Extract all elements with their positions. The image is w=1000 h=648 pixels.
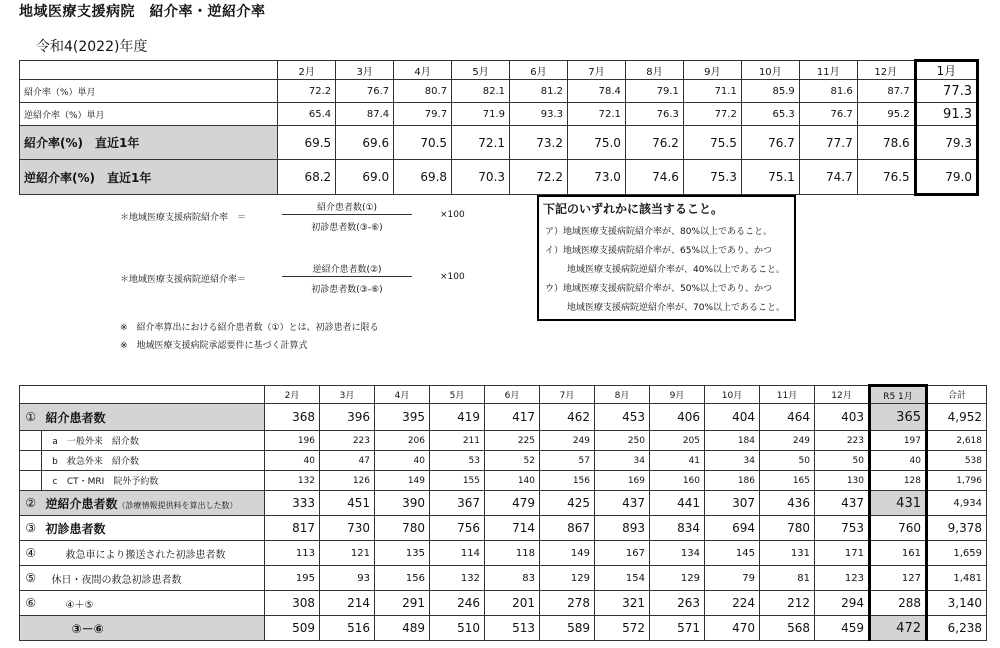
indent-cell xyxy=(20,431,42,451)
table-row xyxy=(20,591,987,616)
patient-count-table xyxy=(19,384,987,641)
row-number: ① xyxy=(20,404,42,431)
total-cell: 4,952 xyxy=(927,404,987,431)
month-header: 9月 xyxy=(683,61,741,80)
fraction-line xyxy=(282,214,412,215)
table-header-row xyxy=(20,61,978,80)
table-cell: 87.4 xyxy=(336,103,394,126)
table-cell: 211 xyxy=(430,431,485,451)
header-blank xyxy=(20,61,278,80)
table-cell: 70.3 xyxy=(452,160,510,195)
table-row xyxy=(20,541,987,566)
total-cell: 3,140 xyxy=(927,591,987,616)
table-cell: 126 xyxy=(320,471,375,491)
table-cell: 250 xyxy=(595,431,650,451)
table-cell: 307 xyxy=(705,491,760,516)
table-cell: 75.5 xyxy=(683,126,741,160)
table-cell: 403 xyxy=(815,404,870,431)
table-cell: 333 xyxy=(265,491,320,516)
table-cell: 129 xyxy=(650,566,705,591)
table-cell: 171 xyxy=(815,541,870,566)
month-header: 3月 xyxy=(336,61,394,80)
table-cell: 70.5 xyxy=(394,126,452,160)
table-cell: 201 xyxy=(485,591,540,616)
table-cell: 451 xyxy=(320,491,375,516)
row-label: 休日・夜間の救急初診患者数 xyxy=(42,566,265,591)
table-cell: 225 xyxy=(485,431,540,451)
month-header: 10月 xyxy=(741,61,799,80)
month-header: 4月 xyxy=(375,386,430,404)
table-cell: 77.7 xyxy=(799,126,857,160)
table-cell: 78.6 xyxy=(857,126,915,160)
table-cell: 72.2 xyxy=(510,160,568,195)
table-cell: 79.7 xyxy=(394,103,452,126)
table-cell: 404 xyxy=(705,404,760,431)
table-cell: 195 xyxy=(265,566,320,591)
table-cell: 79.1 xyxy=(625,80,683,103)
table-cell: 93 xyxy=(320,566,375,591)
table-cell: 161 xyxy=(870,541,927,566)
table-cell: 156 xyxy=(540,471,595,491)
total-cell: 1,481 xyxy=(927,566,987,591)
month-header: 1月 xyxy=(915,61,977,80)
table-cell: 223 xyxy=(815,431,870,451)
formula-numerator: 紹介患者数(①) xyxy=(316,203,378,213)
table-cell: 223 xyxy=(320,431,375,451)
table-cell: 72.1 xyxy=(452,126,510,160)
table-cell: 123 xyxy=(815,566,870,591)
row-label xyxy=(42,431,265,451)
table-row xyxy=(20,616,987,641)
table-cell: 572 xyxy=(595,616,650,641)
total-cell: 9,378 xyxy=(927,516,987,541)
conditions-box xyxy=(537,195,796,321)
table-cell: 169 xyxy=(595,471,650,491)
month-header: 3月 xyxy=(320,386,375,404)
row-number: c xyxy=(52,477,58,487)
total-cell: 538 xyxy=(927,451,987,471)
table-cell: 47 xyxy=(320,451,375,471)
month-header: 9月 xyxy=(650,386,705,404)
total-cell: 1,796 xyxy=(927,471,987,491)
table-cell: 321 xyxy=(595,591,650,616)
table-cell: 780 xyxy=(760,516,815,541)
table-cell: 71.1 xyxy=(683,80,741,103)
table-cell: 509 xyxy=(265,616,320,641)
table-cell: 76.3 xyxy=(625,103,683,126)
table-cell: 131 xyxy=(760,541,815,566)
row-label: 紹介率(%) 直近1年 xyxy=(20,126,278,160)
table-cell: 196 xyxy=(265,431,320,451)
table-cell: 263 xyxy=(650,591,705,616)
table-cell: 129 xyxy=(540,566,595,591)
month-header: 6月 xyxy=(510,61,568,80)
total-cell: 1,659 xyxy=(927,541,987,566)
row-number: ⑤ xyxy=(20,566,42,591)
total-cell: 2,618 xyxy=(927,431,987,451)
table-cell: 419 xyxy=(430,404,485,431)
table-cell: 417 xyxy=(485,404,540,431)
table-cell: 462 xyxy=(540,404,595,431)
fiscal-year: 令和4(2022)年度 xyxy=(36,39,148,55)
table-cell: 308 xyxy=(265,591,320,616)
table-cell: 75.1 xyxy=(741,160,799,195)
table-cell: 156 xyxy=(375,566,430,591)
condition-item: 地域医療支援病院逆紹介率が、70%以上であること。 xyxy=(567,303,786,313)
row-label: 紹介率（%）単月 xyxy=(20,80,278,103)
table-cell: 69.0 xyxy=(336,160,394,195)
formula-denominator: 初診患者数(③-⑥) xyxy=(311,285,383,295)
table-cell: 396 xyxy=(320,404,375,431)
table-cell: 197 xyxy=(870,431,927,451)
table-cell: 510 xyxy=(430,616,485,641)
table-row xyxy=(20,404,987,431)
table-cell: 57 xyxy=(540,451,595,471)
table-cell: 367 xyxy=(430,491,485,516)
table-cell: 817 xyxy=(265,516,320,541)
table-cell: 140 xyxy=(485,471,540,491)
table-row xyxy=(20,491,987,516)
table-cell: 41 xyxy=(650,451,705,471)
table-row xyxy=(20,103,978,126)
table-cell: 165 xyxy=(760,471,815,491)
table-cell: 91.3 xyxy=(915,103,977,126)
table-cell: 437 xyxy=(595,491,650,516)
table-cell: 113 xyxy=(265,541,320,566)
table-row xyxy=(20,566,987,591)
month-header: 11月 xyxy=(799,61,857,80)
table-cell: 760 xyxy=(870,516,927,541)
formula-label: ＊地域医療支援病院逆紹介率＝ xyxy=(120,275,247,285)
table-cell: 489 xyxy=(375,616,430,641)
table-cell: 714 xyxy=(485,516,540,541)
table-cell: 206 xyxy=(375,431,430,451)
table-cell: 50 xyxy=(815,451,870,471)
table-cell: 436 xyxy=(760,491,815,516)
row-number: ③ xyxy=(20,516,42,541)
condition-item: イ）地域医療支援病院紹介率が、65%以上であり、かつ xyxy=(545,246,773,256)
row-label: 逆紹介率(%) 直近1年 xyxy=(20,160,278,195)
table-cell: 69.5 xyxy=(278,126,336,160)
table-cell: 130 xyxy=(815,471,870,491)
table-cell: 431 xyxy=(870,491,927,516)
row-number: ④ xyxy=(20,541,42,566)
month-header: 4月 xyxy=(394,61,452,80)
month-header: 8月 xyxy=(625,61,683,80)
total-header: 合計 xyxy=(927,386,987,404)
table-cell: 69.8 xyxy=(394,160,452,195)
table-row xyxy=(20,451,987,471)
table-cell: 75.3 xyxy=(683,160,741,195)
table-cell: 76.7 xyxy=(741,126,799,160)
row-label-text: 一般外来 紹介数 xyxy=(66,437,139,447)
table-cell: 589 xyxy=(540,616,595,641)
table-cell: 72.2 xyxy=(278,80,336,103)
month-header: 12月 xyxy=(857,61,915,80)
table-cell: 154 xyxy=(595,566,650,591)
table-cell: 128 xyxy=(870,471,927,491)
table-cell: 149 xyxy=(540,541,595,566)
row-label: ④＋⑤ xyxy=(42,591,265,616)
conditions-heading: 下記のいずれかに該当すること。 xyxy=(543,202,724,216)
month-header: 2月 xyxy=(265,386,320,404)
table-cell: 68.2 xyxy=(278,160,336,195)
table-cell: 132 xyxy=(430,566,485,591)
formula-multiplier: ×100 xyxy=(440,272,465,282)
formula-multiplier: ×100 xyxy=(440,210,465,220)
table-cell: 95.2 xyxy=(857,103,915,126)
row-label-text: 救急外来 紹介数 xyxy=(66,457,139,467)
table-cell: 73.2 xyxy=(510,126,568,160)
table-cell: 571 xyxy=(650,616,705,641)
table-cell: 85.9 xyxy=(741,80,799,103)
row-number: ② xyxy=(20,491,42,516)
table-cell: 214 xyxy=(320,591,375,616)
table-cell: 40 xyxy=(870,451,927,471)
table-cell: 516 xyxy=(320,616,375,641)
table-cell: 81.6 xyxy=(799,80,857,103)
table-cell: 77.3 xyxy=(915,80,977,103)
table-cell: 53 xyxy=(430,451,485,471)
table-cell: 71.9 xyxy=(452,103,510,126)
table-cell: 568 xyxy=(760,616,815,641)
table-cell: 114 xyxy=(430,541,485,566)
table-cell: 834 xyxy=(650,516,705,541)
month-header: 7月 xyxy=(540,386,595,404)
table-header-row xyxy=(20,386,987,404)
table-cell: 73.0 xyxy=(567,160,625,195)
row-label: 初診患者数 xyxy=(42,516,265,541)
table-cell: 74.7 xyxy=(799,160,857,195)
table-cell: 34 xyxy=(705,451,760,471)
table-cell: 134 xyxy=(650,541,705,566)
table-cell: 77.2 xyxy=(683,103,741,126)
table-cell: 132 xyxy=(265,471,320,491)
total-cell: 6,238 xyxy=(927,616,987,641)
table-cell: 224 xyxy=(705,591,760,616)
table-cell: 246 xyxy=(430,591,485,616)
table-cell: 121 xyxy=(320,541,375,566)
table-cell: 76.7 xyxy=(336,80,394,103)
row-label xyxy=(42,471,265,491)
month-header: 10月 xyxy=(705,386,760,404)
table-cell: 50 xyxy=(760,451,815,471)
row-label xyxy=(42,451,265,471)
month-header: 5月 xyxy=(430,386,485,404)
table-cell: 186 xyxy=(705,471,760,491)
table-cell: 65.4 xyxy=(278,103,336,126)
table-cell: 80.7 xyxy=(394,80,452,103)
formula-denominator: 初診患者数(③-⑥) xyxy=(311,223,383,233)
row-label-text: 逆紹介患者数 xyxy=(45,496,118,511)
row-number: a xyxy=(52,437,58,447)
referral-rate-table xyxy=(19,59,979,196)
table-cell: 40 xyxy=(375,451,430,471)
table-cell: 40 xyxy=(265,451,320,471)
table-cell: 425 xyxy=(540,491,595,516)
table-cell: 291 xyxy=(375,591,430,616)
table-cell: 34 xyxy=(595,451,650,471)
table-cell: 390 xyxy=(375,491,430,516)
month-header: 5月 xyxy=(452,61,510,80)
condition-item: ア）地域医療支援病院紹介率が、80%以上であること。 xyxy=(545,227,773,237)
table-cell: 288 xyxy=(870,591,927,616)
table-row xyxy=(20,160,978,195)
table-cell: 780 xyxy=(375,516,430,541)
table-cell: 87.7 xyxy=(857,80,915,103)
table-cell: 76.7 xyxy=(799,103,857,126)
table-cell: 79.3 xyxy=(915,126,977,160)
table-cell: 160 xyxy=(650,471,705,491)
table-cell: 167 xyxy=(595,541,650,566)
month-header: 12月 xyxy=(815,386,870,404)
table-cell: 69.6 xyxy=(336,126,394,160)
table-cell: 135 xyxy=(375,541,430,566)
table-cell: 472 xyxy=(870,616,927,641)
table-row xyxy=(20,471,987,491)
table-cell: 127 xyxy=(870,566,927,591)
month-header: 7月 xyxy=(567,61,625,80)
table-cell: 81 xyxy=(760,566,815,591)
table-cell: 212 xyxy=(760,591,815,616)
condition-item: ウ）地域医療支援病院紹介率が、50%以上であり、かつ xyxy=(545,284,773,294)
note: ※ 紹介率算出における紹介患者数（①）とは、初診患者に限る xyxy=(120,323,379,333)
month-header: 8月 xyxy=(595,386,650,404)
table-cell: 155 xyxy=(430,471,485,491)
table-cell: 437 xyxy=(815,491,870,516)
table-cell: 65.3 xyxy=(741,103,799,126)
table-cell: 145 xyxy=(705,541,760,566)
table-cell: 294 xyxy=(815,591,870,616)
table-cell: 368 xyxy=(265,404,320,431)
table-cell: 75.0 xyxy=(567,126,625,160)
table-cell: 893 xyxy=(595,516,650,541)
table-cell: 249 xyxy=(760,431,815,451)
month-header: 11月 xyxy=(760,386,815,404)
table-cell: 395 xyxy=(375,404,430,431)
table-cell: 365 xyxy=(870,404,927,431)
table-cell: 76.2 xyxy=(625,126,683,160)
table-cell: 867 xyxy=(540,516,595,541)
table-cell: 753 xyxy=(815,516,870,541)
table-cell: 730 xyxy=(320,516,375,541)
table-cell: 470 xyxy=(705,616,760,641)
row-label: 救急車により搬送された初診患者数 xyxy=(42,541,265,566)
indent-cell xyxy=(20,471,42,491)
table-cell: 74.6 xyxy=(625,160,683,195)
table-cell: 52 xyxy=(485,451,540,471)
table-cell: 205 xyxy=(650,431,705,451)
table-cell: 118 xyxy=(485,541,540,566)
table-cell: 149 xyxy=(375,471,430,491)
month-header: R5 1月 xyxy=(870,386,927,404)
table-row xyxy=(20,126,978,160)
row-label xyxy=(42,491,265,516)
note: ※ 地域医療支援病院承認要件に基づく計算式 xyxy=(120,341,308,351)
header-blank xyxy=(20,386,265,404)
table-cell: 184 xyxy=(705,431,760,451)
table-cell: 79 xyxy=(705,566,760,591)
table-cell: 72.1 xyxy=(567,103,625,126)
table-cell: 249 xyxy=(540,431,595,451)
month-header: 6月 xyxy=(485,386,540,404)
table-cell: 82.1 xyxy=(452,80,510,103)
table-cell: 78.4 xyxy=(567,80,625,103)
row-number: b xyxy=(52,457,58,467)
table-cell: 278 xyxy=(540,591,595,616)
table-row xyxy=(20,516,987,541)
table-cell: 81.2 xyxy=(510,80,568,103)
table-cell: 79.0 xyxy=(915,160,977,195)
page-title: 地域医療支援病院 紹介率・逆紹介率 xyxy=(19,4,266,20)
table-cell: 694 xyxy=(705,516,760,541)
table-cell: 479 xyxy=(485,491,540,516)
row-label: 紹介患者数 xyxy=(42,404,265,431)
row-label-text: CT・MRI 院外予約数 xyxy=(66,477,159,487)
condition-item: 地域医療支援病院逆紹介率が、40%以上であること。 xyxy=(567,265,786,275)
table-cell: 441 xyxy=(650,491,705,516)
table-cell: 453 xyxy=(595,404,650,431)
table-row xyxy=(20,80,978,103)
table-cell: 76.5 xyxy=(857,160,915,195)
table-cell: 406 xyxy=(650,404,705,431)
table-cell: 513 xyxy=(485,616,540,641)
row-number xyxy=(20,616,42,641)
table-cell: 459 xyxy=(815,616,870,641)
row-number: ⑥ xyxy=(20,591,42,616)
row-label: 逆紹介率（%）単月 xyxy=(20,103,278,126)
table-cell: 83 xyxy=(485,566,540,591)
table-cell: 93.3 xyxy=(510,103,568,126)
fraction-line xyxy=(282,276,412,277)
row-label: ③－⑥ xyxy=(42,616,265,641)
table-cell: 464 xyxy=(760,404,815,431)
formula-label: ＊地域医療支援病院紹介率 ＝ xyxy=(120,213,247,223)
table-row xyxy=(20,431,987,451)
row-label-note: （診療情報提供料を算出した数） xyxy=(117,500,238,510)
formula-numerator: 逆紹介患者数(②) xyxy=(312,265,382,275)
table-cell: 756 xyxy=(430,516,485,541)
indent-cell xyxy=(20,451,42,471)
month-header: 2月 xyxy=(278,61,336,80)
total-cell: 4,934 xyxy=(927,491,987,516)
